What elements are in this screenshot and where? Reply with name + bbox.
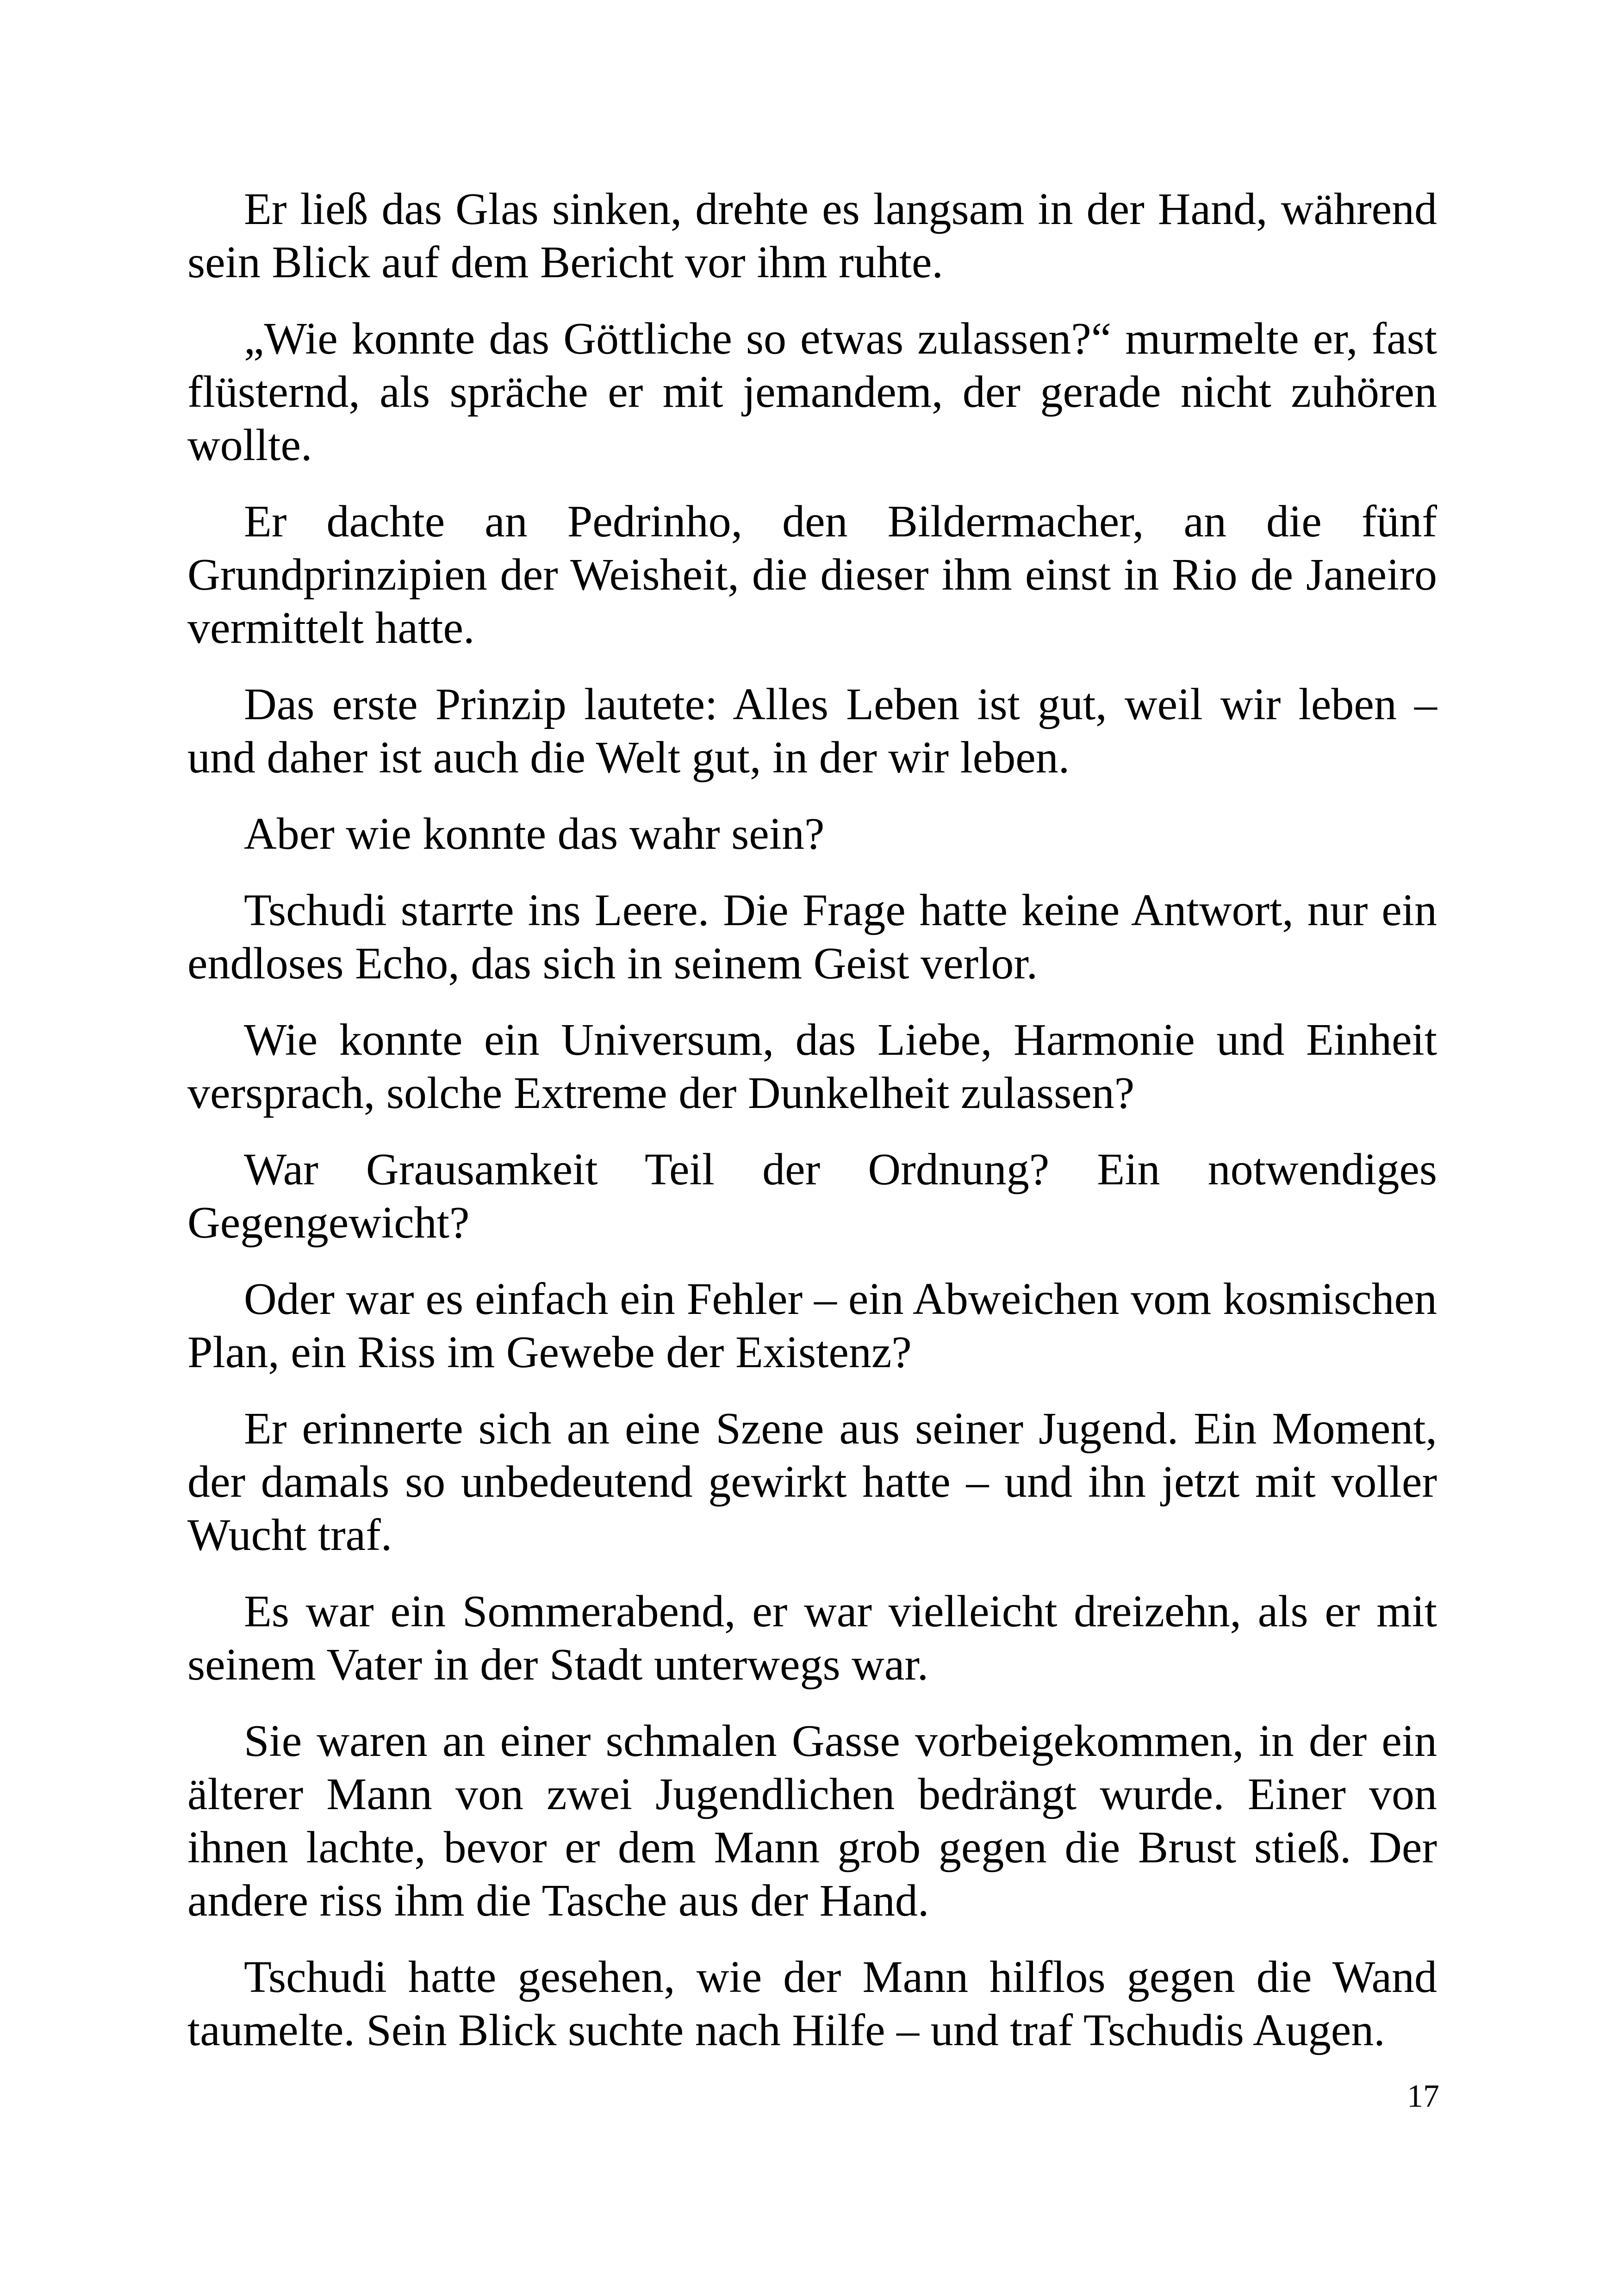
paragraph: Tschudi starrte ins Leere. Die Frage hatte keine Antwort, nur ein endloses Echo, das sich in seinem Geist verlor. [187,885,1437,989]
paragraph: War Grausamkeit Teil der Ordnung? Ein notwendiges Gegengewicht? [187,1145,1437,1248]
paragraph: Es war ein Sommerabend, er war vielleicht dreizehn, als er mit seinem Vater in der Stadt unterwegs war. [187,1587,1437,1690]
paragraph: Sie waren an einer schmalen Gasse vorbeigekommen, in der ein älterer Mann von zwei Jugendlichen bedrängt wurde. Einer von ihnen lachte, bevor er dem Mann grob gegen die Brust stieß. Der andere riss ihm die Tasche aus der Hand. [187,1716,1437,1926]
paragraph: Er erinnerte sich an eine Szene aus seiner Jugend. Ein Moment, der damals so unbedeutend gewirkt hatte – und ihn jetzt mit voller Wucht traf. [187,1404,1437,1560]
paragraph: Das erste Prinzip lautete: Alles Leben ist gut, weil wir leben – und daher ist auch die Welt gut, in der wir leben. [187,679,1437,783]
paragraph: Aber wie konnte das wahr sein? [244,809,825,859]
paragraph: Oder war es einfach ein Fehler – ein Abweichen vom kosmischen Plan, ein Riss im Gewebe der Existenz? [187,1274,1437,1377]
paragraph: Er ließ das Glas sinken, drehte es langsam in der Hand, während sein Blick auf dem Bericht vor ihm ruhte. [187,184,1437,287]
paragraph: Er dachte an Pedrinho, den Bildermacher, an die fünf Grundprinzipien der Weisheit, die dieser ihm einst in Rio de Janeiro vermittelt hatte. [187,497,1437,653]
body-text [187,183,1437,2080]
page-number: 17 [1407,2078,1439,2114]
paragraph: Wie konnte ein Universum, das Liebe, Harmonie und Einheit versprach, solche Extreme der Dunkelheit zulassen? [187,1015,1437,1118]
paragraph: Tschudi hatte gesehen, wie der Mann hilflos gegen die Wand taumelte. Sein Blick suchte nach Hilfe – und traf Tschudis Augen. [187,1952,1437,2055]
paragraph: „Wie konnte das Göttliche so etwas zulassen?“ murmelte er, fast flüsternd, als spräche er mit jemandem, der gerade nicht zuhören wollte. [187,314,1437,470]
